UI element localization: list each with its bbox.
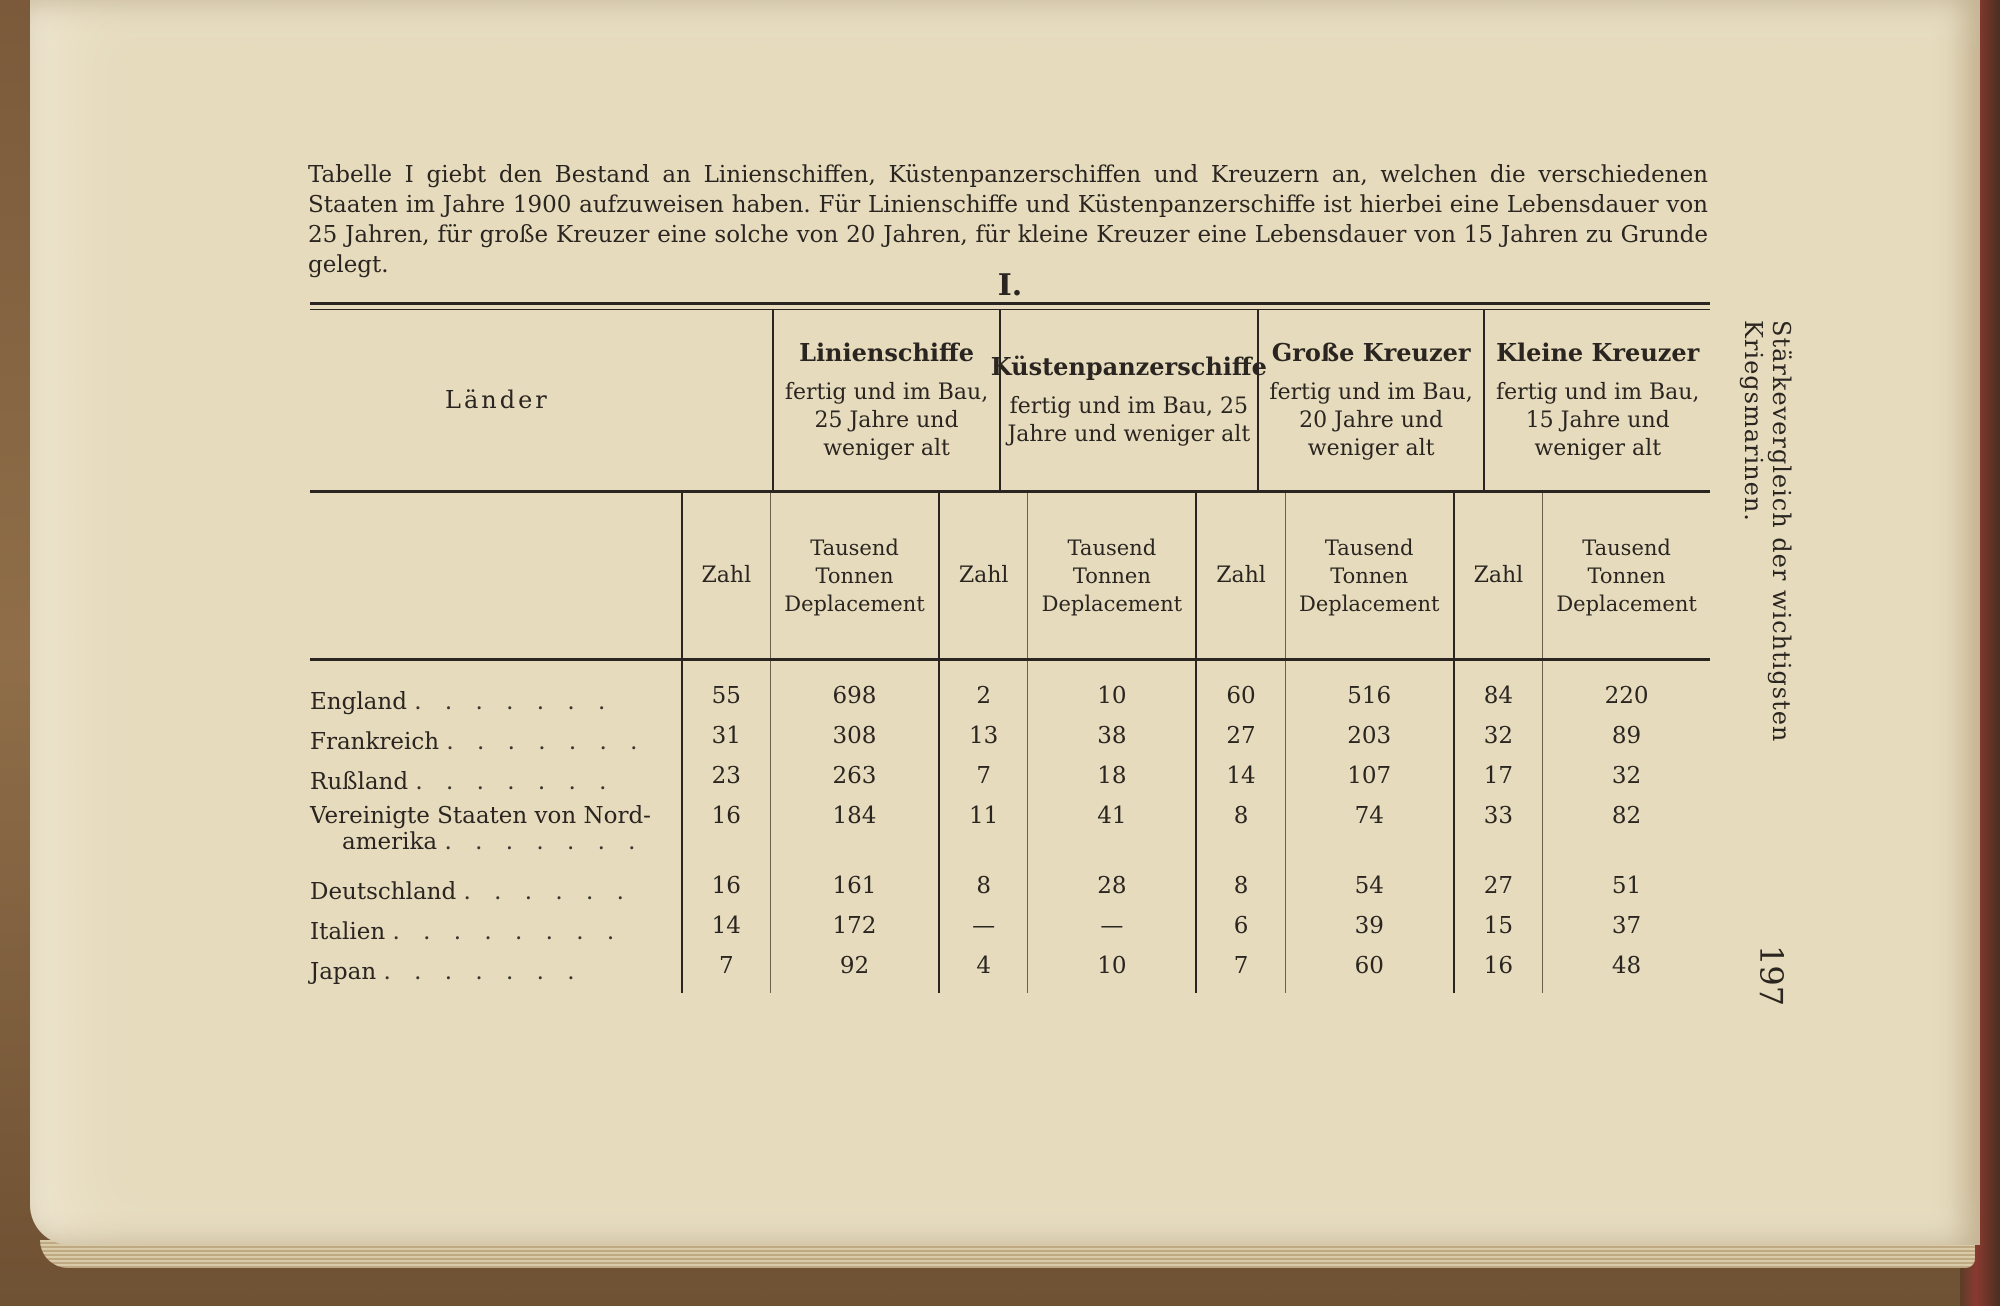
- cell-value: —: [1027, 913, 1195, 953]
- cell-value: 7: [681, 953, 770, 993]
- cell-value: 4: [938, 953, 1027, 993]
- cell-value: 516: [1285, 661, 1453, 723]
- leader-dots: . . . . . . .: [383, 959, 583, 985]
- intro-paragraph: [308, 160, 1708, 280]
- table-row: [310, 913, 1710, 953]
- cell-value: 18: [1027, 763, 1195, 803]
- group-desc: fertig und im Bau, 25 Jahre und weniger alt: [784, 379, 989, 461]
- country-name: Deutschland: [310, 879, 457, 905]
- cell-value: 16: [681, 873, 770, 913]
- cell-value: 308: [770, 723, 938, 763]
- cell-value: 60: [1195, 661, 1284, 723]
- cell-value: 23: [681, 763, 770, 803]
- leader-dots: . . . . . . .: [446, 729, 646, 755]
- cell-value: 263: [770, 763, 938, 803]
- leader-dots: . . . . . . . .: [392, 919, 623, 945]
- country-name: Frankreich: [310, 729, 440, 755]
- country-name: Italien: [310, 919, 386, 945]
- table-row: [310, 723, 1710, 763]
- cell-value: 8: [1195, 873, 1284, 913]
- page-number: 197: [1752, 945, 1790, 1007]
- leader-dots: . . . . . . .: [414, 689, 614, 715]
- cell-value: 13: [938, 723, 1027, 763]
- cell-value: 32: [1542, 763, 1710, 803]
- subheader-zahl: Zahl: [681, 493, 770, 658]
- cell-value: 51: [1542, 873, 1710, 913]
- cell-value: 31: [681, 723, 770, 763]
- header-group-kleine-kreuzer: [1483, 310, 1710, 490]
- cell-value: 6: [1195, 913, 1284, 953]
- table-header-subcolumns: [310, 493, 1710, 661]
- leader-dots: . . . . . .: [463, 879, 632, 905]
- subheader-tonnen: Tausend Tonnen Deplacement: [1027, 493, 1195, 658]
- group-name: Küstenpanzerschiffe: [990, 351, 1267, 381]
- table-row: [310, 803, 1710, 873]
- cell-value: 48: [1542, 953, 1710, 993]
- group-desc: fertig und im Bau, 15 Jahre und weniger alt: [1496, 379, 1700, 461]
- cell-value: —: [938, 913, 1027, 953]
- cell-value: 14: [681, 913, 770, 953]
- cell-value: 161: [770, 873, 938, 913]
- cell-value: 89: [1542, 723, 1710, 763]
- header-land-spacer: [310, 493, 681, 658]
- country-name: Japan: [310, 959, 377, 985]
- cell-value: 184: [770, 803, 938, 873]
- cell-value: 698: [770, 661, 938, 723]
- leader-dots: . . . . . . .: [444, 829, 644, 855]
- header-group-kuestenpanzerschiffe: [990, 310, 1267, 490]
- country-name: Rußland: [310, 769, 409, 795]
- cell-value: 2: [938, 661, 1027, 723]
- cell-value: 16: [1453, 953, 1542, 993]
- leader-dots: . . . . . . .: [415, 769, 615, 795]
- cell-value: 82: [1542, 803, 1710, 873]
- country-name: Vereinigte Staaten von Nord-: [310, 803, 651, 829]
- subheader-tonnen: Tausend Tonnen Deplacement: [1285, 493, 1453, 658]
- cell-value: 8: [1195, 803, 1284, 873]
- group-desc: fertig und im Bau, 25 Jahre und weniger alt: [1007, 393, 1251, 447]
- subheader-zahl: Zahl: [938, 493, 1027, 658]
- cell-value: 41: [1027, 803, 1195, 873]
- cell-value: 92: [770, 953, 938, 993]
- table-header-groups: [310, 310, 1710, 493]
- header-group-linienschiffe: [772, 310, 999, 490]
- running-head: Stärkevergleich der wichtigsten Kriegsmarinen.: [1739, 320, 1795, 743]
- subheader-tonnen: Tausend Tonnen Deplacement: [1542, 493, 1710, 658]
- group-name: Linienschiffe: [799, 337, 974, 367]
- cell-value: 8: [938, 873, 1027, 913]
- table-row: [310, 873, 1710, 913]
- cell-value: 17: [1453, 763, 1542, 803]
- cell-value: 172: [770, 913, 938, 953]
- country-name: England: [310, 689, 407, 715]
- cell-value: 27: [1453, 873, 1542, 913]
- header-laender: Länder: [445, 386, 550, 414]
- country-name-cont: amerika: [342, 829, 438, 855]
- cell-value: 60: [1285, 953, 1453, 993]
- cell-value: 220: [1542, 661, 1710, 723]
- cell-value: 84: [1453, 661, 1542, 723]
- cell-value: 74: [1285, 803, 1453, 873]
- cell-value: 33: [1453, 803, 1542, 873]
- cell-value: 55: [681, 661, 770, 723]
- subheader-zahl: Zahl: [1195, 493, 1284, 658]
- cell-value: 32: [1453, 723, 1542, 763]
- intro-text: Tabelle I giebt den Bestand an Linienschiffen, Küstenpanzerschiffen und Kreuzern an, welchen die verschiedenen Staaten im Jahre 1900 aufzuweisen haben. Für Linienschiffe und Küstenpanzerschiffe ist hierbei eine Lebensdauer von 25 Jahren, für große Kreuzer eine solche von 20 Jahren, für kleine Kreuzer eine Lebensdauer von 15 Jahren zu Grunde gelegt.: [308, 162, 1708, 278]
- cell-value: 54: [1285, 873, 1453, 913]
- fleet-table: [310, 302, 1710, 993]
- cell-value: 16: [681, 803, 770, 873]
- cell-value: 14: [1195, 763, 1284, 803]
- cell-value: 37: [1542, 913, 1710, 953]
- cell-value: 11: [938, 803, 1027, 873]
- cell-value: 7: [1195, 953, 1284, 993]
- subheader-tonnen: Tausend Tonnen Deplacement: [770, 493, 938, 658]
- table-row: [310, 661, 1710, 723]
- cell-value: 107: [1285, 763, 1453, 803]
- table-row: [310, 763, 1710, 803]
- group-name: Kleine Kreuzer: [1496, 337, 1700, 367]
- table-number: I.: [997, 268, 1023, 303]
- group-name: Große Kreuzer: [1271, 337, 1471, 367]
- cell-value: 39: [1285, 913, 1453, 953]
- table-body: [310, 661, 1710, 993]
- cell-value: 15: [1453, 913, 1542, 953]
- cell-value: 7: [938, 763, 1027, 803]
- cell-value: 203: [1285, 723, 1453, 763]
- table-row: [310, 953, 1710, 993]
- cell-value: 28: [1027, 873, 1195, 913]
- table-top-rule: [310, 302, 1710, 305]
- subheader-zahl: Zahl: [1453, 493, 1542, 658]
- cell-value: 10: [1027, 953, 1195, 993]
- group-desc: fertig und im Bau, 20 Jahre und weniger alt: [1269, 379, 1473, 461]
- cell-value: 10: [1027, 661, 1195, 723]
- cell-value: 27: [1195, 723, 1284, 763]
- header-group-grosse-kreuzer: [1257, 310, 1484, 490]
- cell-value: 38: [1027, 723, 1195, 763]
